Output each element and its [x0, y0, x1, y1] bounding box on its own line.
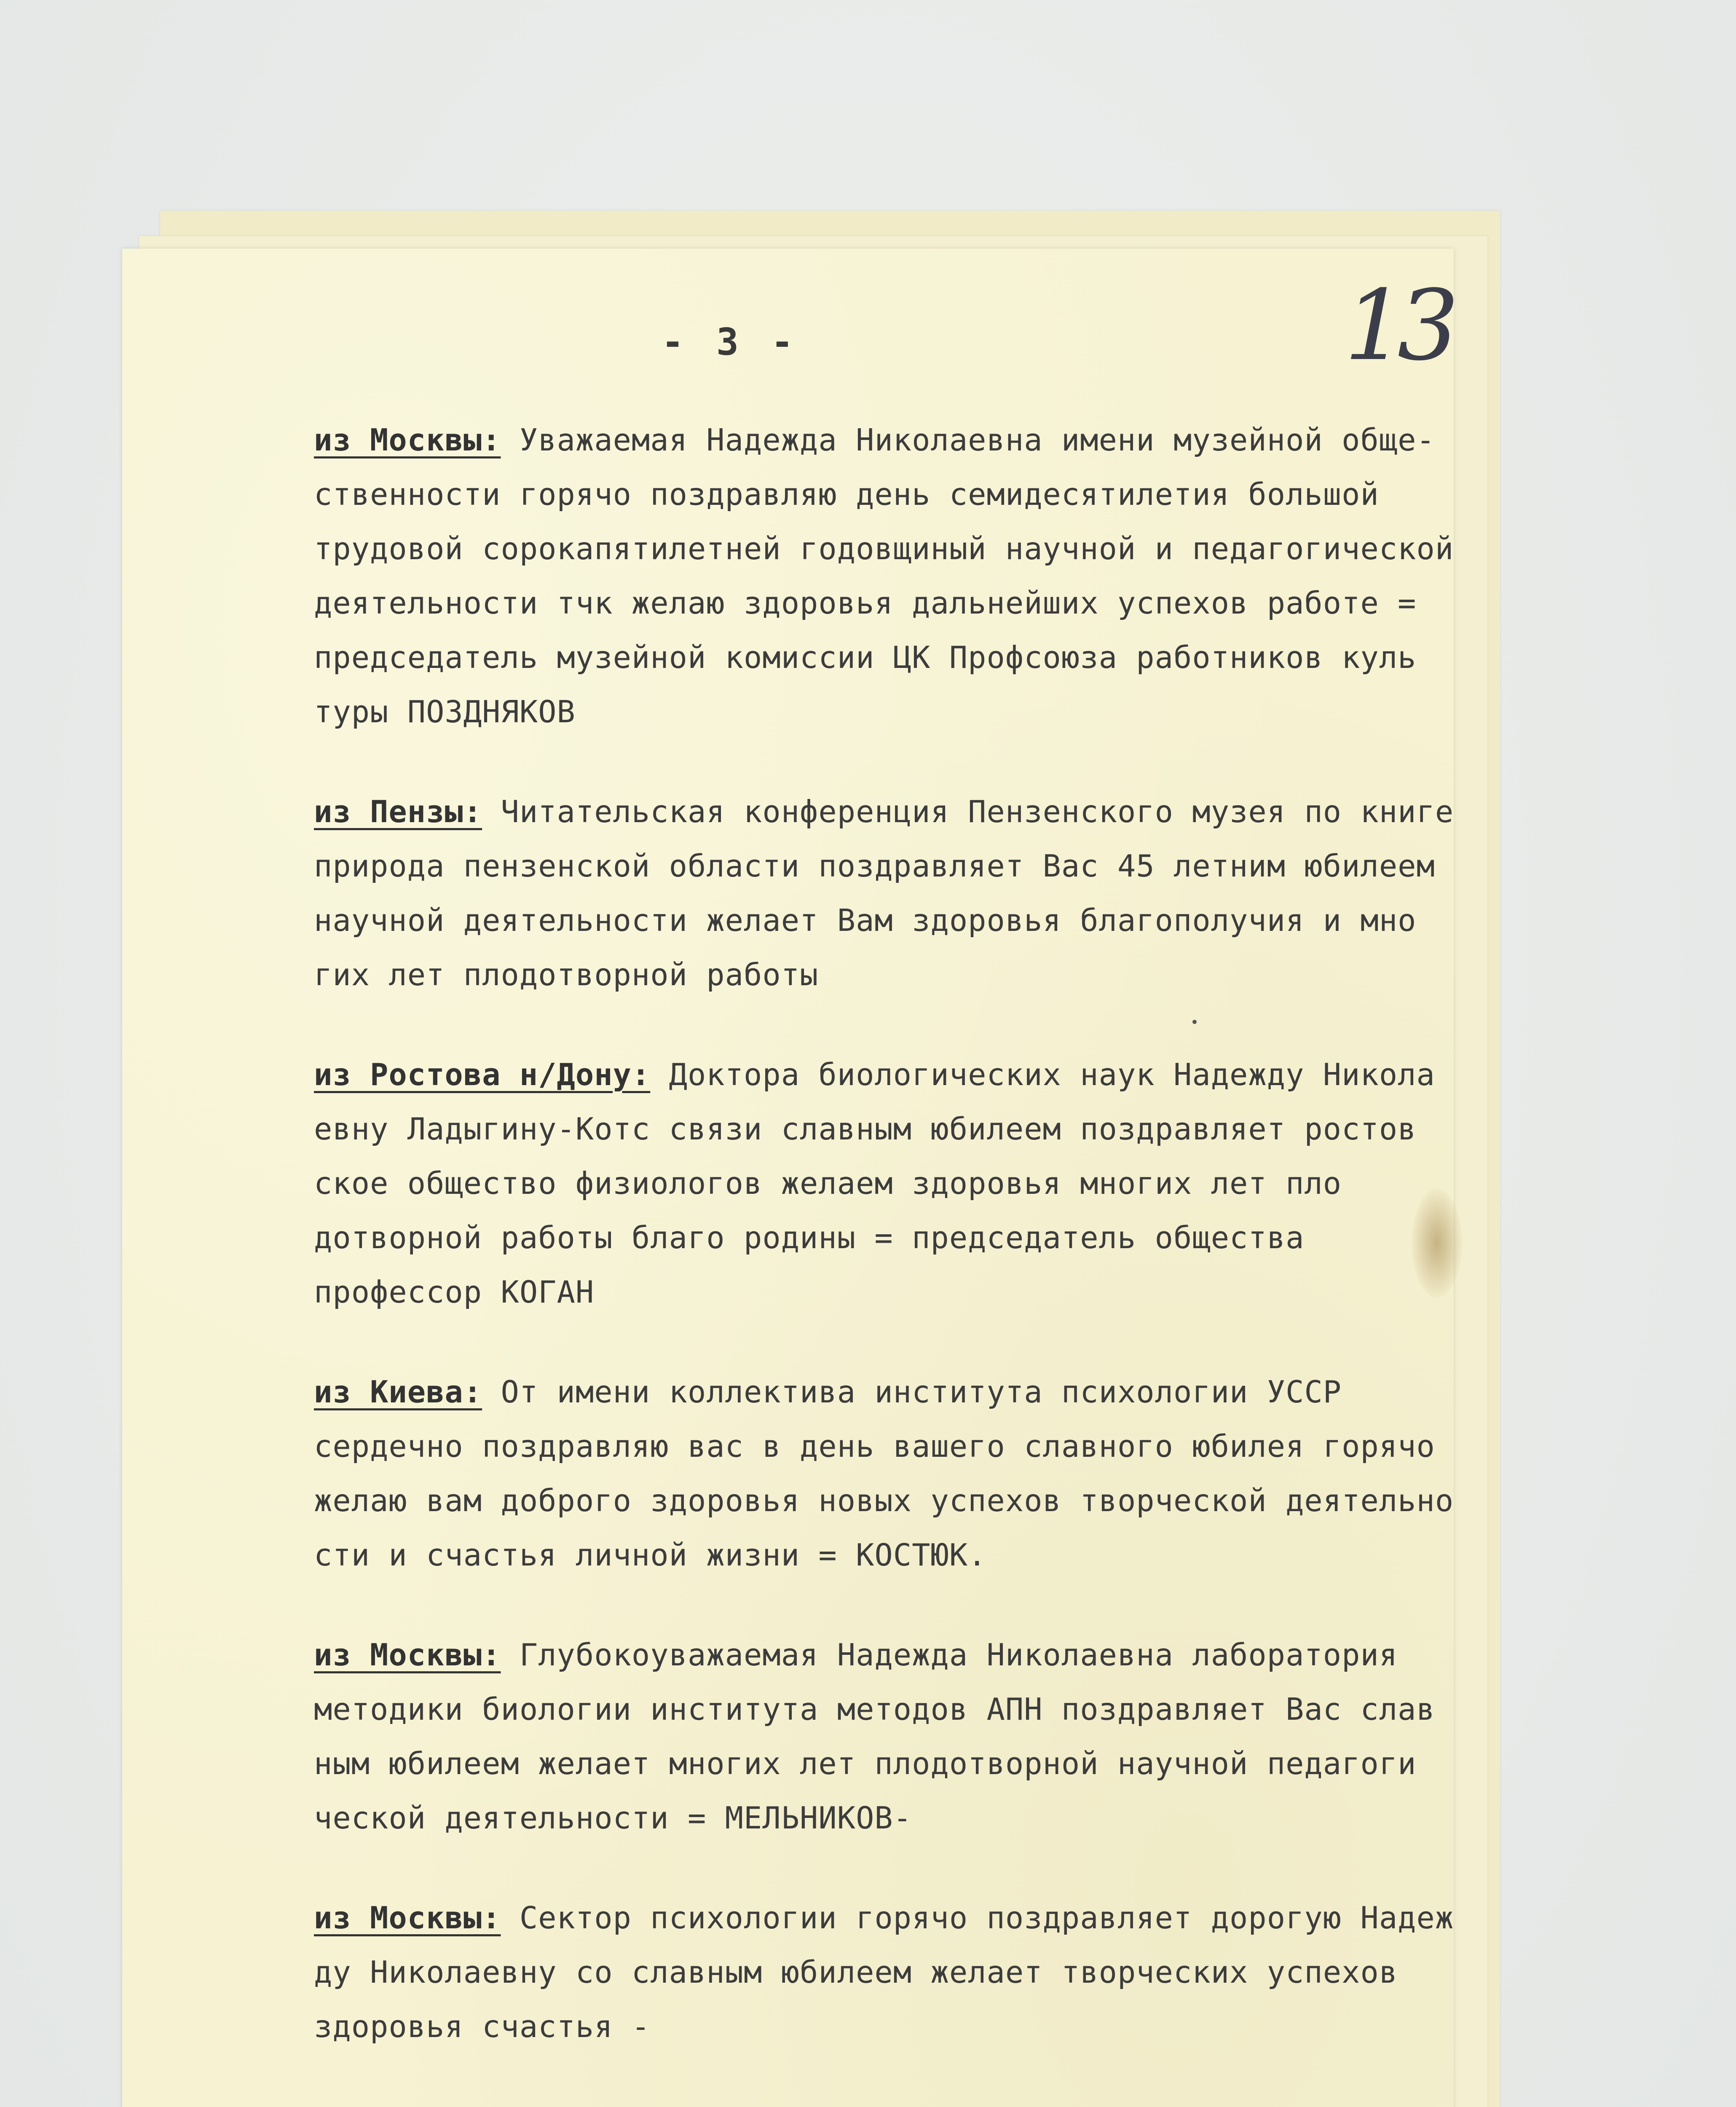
telegram-sender: из Москвы: — [314, 1900, 501, 1935]
telegram-line: научной деятельности желает Вам здоровья благополучия и мно — [314, 903, 1417, 938]
telegram-line: председатель музейной комиссии ЦК Профсоюза работников куль — [314, 640, 1417, 675]
telegram-line: методики биологии института методов АПН поздравляет Вас слав — [314, 1691, 1435, 1727]
telegram-text: Глубокоуважаемая Надежда Николаевна лаборатория — [501, 1637, 1398, 1673]
telegram-sender: из Пензы: — [314, 794, 482, 829]
telegram — [314, 413, 1460, 739]
telegram-line: желаю вам доброго здоровья новых успехов творческой деятельно — [314, 1483, 1454, 1518]
telegram-line: евну Ладыгину-Котс связи славным юбилеем поздравляет ростов — [314, 1111, 1417, 1147]
telegram-line: сти и счастья личной жизни = КОСТЮК. — [314, 1537, 987, 1573]
telegram-line: природа пензенской области поздравляет Вас 45 летним юбилеем — [314, 848, 1435, 884]
telegram-first-line — [314, 1365, 1460, 1419]
telegram-line: здоровья счастья - — [314, 2009, 651, 2044]
telegram-line: гих лет плодотворной работы — [314, 957, 819, 992]
telegram-line: туры ПОЗДНЯКОВ — [314, 694, 576, 729]
telegram-sender: из Москвы: — [314, 1637, 501, 1673]
telegram-text: От имени коллектива института психологии УССР — [482, 1374, 1342, 1410]
telegram-line: ское общество физиологов желаем здоровья многих лет пло — [314, 1166, 1342, 1201]
telegram-line: ственности горячо поздравляю день семидесятилетия большой — [314, 477, 1379, 512]
telegram-sender: из Ростова н/Дону: — [314, 1057, 651, 1092]
page-number: - 3 - — [662, 320, 798, 364]
handwritten-sheet-number: 13 — [1344, 270, 1451, 382]
telegram-first-line — [314, 1048, 1460, 1102]
telegram — [314, 1891, 1460, 2054]
telegram-sender: из Москвы: — [314, 422, 501, 458]
telegram-text: Уважаемая Надежда Николаевна имени музейной обще- — [501, 422, 1435, 458]
telegram-line: ческой деятельности = МЕЛЬНИКОВ- — [314, 1800, 912, 1836]
telegram-first-line — [314, 1628, 1460, 1682]
telegram-sender: из Киева: — [314, 1374, 482, 1410]
telegram-text: Доктора биологических наук Надежду Никола — [650, 1057, 1435, 1092]
telegram-list — [314, 413, 1460, 2099]
telegram-first-line — [314, 785, 1460, 839]
telegram-line: трудовой сорокапятилетней годовщиный научной и педагогической — [314, 531, 1454, 566]
telegram — [314, 1365, 1460, 1582]
telegram-text: Читательская конференция Пензенского музея по книге — [482, 794, 1454, 829]
telegram — [314, 1628, 1460, 1845]
telegram-line: дотворной работы благо родины = председатель общества — [314, 1220, 1305, 1255]
telegram-line: деятельности тчк желаю здоровья дальнейших успехов работе = — [314, 585, 1417, 621]
telegram-line: ным юбилеем желает многих лет плодотворной научной педагоги — [314, 1746, 1417, 1781]
telegram-line: профессор КОГАН — [314, 1274, 595, 1310]
telegram — [314, 1048, 1460, 1319]
telegram-line: ду Николаевну со славным юбилеем желает творческих успехов — [314, 1954, 1398, 1990]
telegram-first-line — [314, 1891, 1460, 1945]
telegram-line: сердечно поздравляю вас в день вашего славного юбилея горячо — [314, 1429, 1435, 1464]
telegram-text: Сектор психологии горячо поздравляет дорогую Надеж — [501, 1900, 1454, 1935]
telegram-first-line — [314, 413, 1460, 467]
telegram — [314, 785, 1460, 1002]
